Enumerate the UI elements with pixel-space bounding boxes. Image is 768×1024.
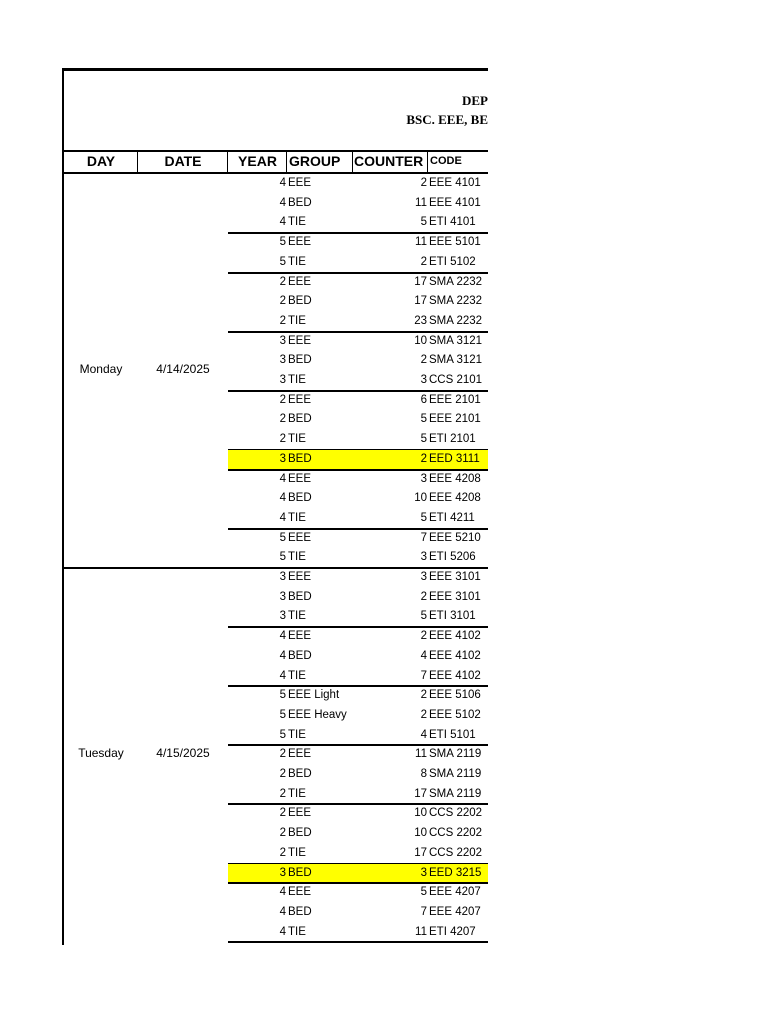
year-cell: 4 [279,492,286,505]
group-cell: TIE [288,669,306,682]
year-cell: 3 [279,354,286,367]
code-cell: EEE 2101 [429,393,481,406]
code-cell: ETI 5206 [429,551,476,564]
group-cell: BED [288,452,312,465]
code-cell: SMA 3121 [429,354,483,367]
year-cell: 5 [279,236,286,249]
counter-cell: 4 [420,728,427,741]
group-cell: BED [288,590,312,603]
code-cell: SMA 2119 [429,768,482,780]
group-cell: EEE [288,177,312,189]
year-cell: 3 [279,334,286,347]
year-cell: 4 [279,669,286,682]
code-cell: SMA 2232 [429,295,483,308]
year-cell: 5 [279,708,286,721]
counter-cell: 4 [420,649,427,662]
year-cell: 3 [279,866,286,879]
group-cell: BED [288,354,312,367]
code-cell: CCS 2202 [429,846,483,859]
counter-cell: 2 [420,630,427,643]
programme-title: BSC. EEE, BE [406,112,488,127]
group-cell: BED [288,196,312,209]
group-cell: EEE [288,807,312,820]
year-cell: 5 [279,531,286,544]
group-cell: EEE [288,472,312,485]
code-cell: SMA 3121 [429,334,483,347]
group-cell: EEE Light [288,689,340,702]
year-cell: 2 [279,393,286,406]
code-cell: EEE 4208 [429,472,481,485]
group-cell: BED [288,905,312,918]
code-cell: SMA 2119 [429,787,482,800]
group-cell: EEE [288,531,312,544]
group-cell: TIE [288,728,306,741]
counter-cell: 5 [420,886,427,899]
group-cell: EEE [288,236,312,249]
year-cell: 2 [279,827,286,840]
group-cell: EEE Heavy [288,708,347,721]
group-cell: BED [288,866,312,879]
column-header-group: GROUP [289,153,341,169]
year-cell: 4 [279,886,286,899]
year-cell: 3 [279,610,286,623]
left-border [62,68,64,945]
code-cell: ETI 4101 [429,216,476,229]
code-cell: EEE 5102 [429,708,481,721]
header-separator [286,150,287,174]
code-cell: CCS 2202 [429,807,483,820]
group-cell: TIE [288,551,306,564]
counter-cell: 2 [420,689,427,702]
counter-cell: 3 [420,571,427,583]
code-cell: CCS 2202 [429,827,483,840]
year-cell: 4 [279,216,286,229]
code-cell: EED 3111 [429,452,480,465]
group-cell: TIE [288,846,306,859]
column-header-code: CODE [430,155,462,167]
counter-cell: 3 [420,551,427,564]
year-cell: 2 [279,314,286,327]
year-cell: 2 [279,846,286,859]
counter-cell: 2 [420,354,427,367]
group-cell: EEE [288,393,312,406]
table-bottom-border [228,941,488,943]
code-cell: SMA 2232 [429,275,483,288]
counter-cell: 5 [420,433,427,446]
year-cell: 3 [279,571,286,583]
top-border [62,68,488,71]
counter-cell: 23 [414,314,427,327]
counter-cell: 2 [420,255,427,268]
group-cell: BED [288,413,312,426]
code-cell: ETI 5101 [429,728,476,741]
column-header-year: YEAR [238,153,277,169]
group-cell: BED [288,768,312,780]
counter-cell: 2 [420,452,427,465]
code-cell: EEE 4101 [429,177,481,189]
group-cell: BED [288,295,312,308]
group-cell: TIE [288,314,306,327]
header-separator [137,150,138,174]
counter-cell: 10 [414,492,427,505]
group-cell: BED [288,649,312,662]
counter-cell: 2 [420,708,427,721]
group-cell: EEE [288,571,312,583]
header-separator [352,150,353,174]
year-cell: 4 [279,472,286,485]
code-cell: EEE 5106 [429,689,481,702]
counter-cell: 6 [420,393,427,406]
day-cell: Monday [79,362,123,376]
counter-cell: 17 [414,275,427,288]
counter-cell: 7 [420,669,427,682]
code-cell: EEE 4208 [429,492,481,505]
year-cell: 4 [279,177,286,189]
group-cell: TIE [288,511,306,524]
code-cell: EEE 3101 [429,590,481,603]
header-separator [227,150,228,174]
counter-cell: 5 [420,511,427,524]
counter-cell: 5 [420,216,427,229]
code-cell: ETI 4211 [429,511,475,524]
counter-cell: 2 [420,177,427,189]
code-cell: ETI 5102 [429,255,476,268]
code-cell: EEE 5101 [429,236,481,249]
code-cell: EEE 4102 [429,630,481,643]
counter-cell: 2 [420,590,427,603]
group-cell: TIE [288,433,306,446]
year-cell: 2 [279,748,286,761]
counter-cell: 11 [415,196,427,209]
year-cell: 4 [279,905,286,918]
year-cell: 4 [279,511,286,524]
year-cell: 5 [279,255,286,268]
counter-cell: 17 [414,295,427,308]
year-cell: 4 [279,630,286,643]
counter-cell: 3 [420,472,427,485]
group-cell: EEE [288,334,312,347]
group-cell: TIE [288,925,306,938]
year-cell: 2 [279,807,286,820]
code-cell: EEE 4102 [429,669,481,682]
code-cell: EEE 2101 [429,413,481,426]
code-cell: EEE 4101 [429,196,481,209]
group-cell: BED [288,827,312,840]
year-cell: 2 [279,787,286,800]
department-title: DEP [462,93,488,108]
year-cell: 2 [279,433,286,446]
year-cell: 5 [279,728,286,741]
code-cell: EEE 3101 [429,571,481,583]
code-cell: EEE 4102 [429,649,481,662]
counter-cell: 11 [415,748,427,761]
column-header-date: DATE [164,153,202,169]
group-cell: TIE [288,787,306,800]
group-cell: TIE [288,255,306,268]
year-cell: 3 [279,374,286,386]
year-cell: 5 [279,689,286,702]
code-cell: ETI 2101 [429,433,476,446]
code-cell: EEE 5210 [429,531,481,544]
year-cell: 2 [279,768,286,780]
counter-cell: 8 [420,768,427,780]
code-cell: EEE 4207 [429,905,481,918]
date-cell: 4/14/2025 [156,362,210,376]
group-cell: BED [288,492,312,505]
code-cell: ETI 3101 [429,610,476,623]
year-cell: 3 [279,452,286,465]
code-cell: CCS 2101 [429,374,483,386]
counter-cell: 7 [420,905,427,918]
year-cell: 4 [279,925,286,938]
group-cell: EEE [288,275,312,288]
counter-cell: 3 [420,866,427,879]
counter-cell: 5 [420,413,427,426]
code-cell: SMA 2232 [429,314,483,327]
counter-cell: 10 [414,827,427,840]
year-cell: 4 [279,649,286,662]
group-cell: TIE [288,374,306,386]
code-cell: ETI 4207 [429,925,476,938]
year-cell: 2 [279,413,286,426]
counter-cell: 10 [414,334,427,347]
counter-cell: 5 [420,610,427,623]
code-cell: EEE 4207 [429,886,481,899]
column-header-counter: COUNTER [354,153,424,169]
group-cell: EEE [288,886,312,899]
counter-cell: 11 [415,925,427,938]
year-cell: 2 [279,295,286,308]
counter-cell: 10 [414,807,427,820]
code-cell: EED 3215 [429,866,482,879]
column-header-day: DAY [86,153,116,169]
day-cell: Tuesday [78,746,124,761]
group-cell: EEE [288,630,312,643]
year-cell: 3 [279,590,286,603]
group-cell: EEE [288,748,312,761]
header-separator [427,150,428,174]
counter-cell: 17 [414,846,427,859]
counter-cell: 7 [420,531,427,544]
group-cell: TIE [288,610,306,623]
counter-cell: 17 [414,787,427,800]
counter-cell: 3 [420,374,427,386]
counter-cell: 11 [415,236,427,249]
code-cell: SMA 2119 [429,748,482,761]
year-cell: 2 [279,275,286,288]
year-cell: 5 [279,551,286,564]
group-cell: TIE [288,216,306,229]
year-cell: 4 [279,196,286,209]
date-cell: 4/15/2025 [156,746,210,761]
